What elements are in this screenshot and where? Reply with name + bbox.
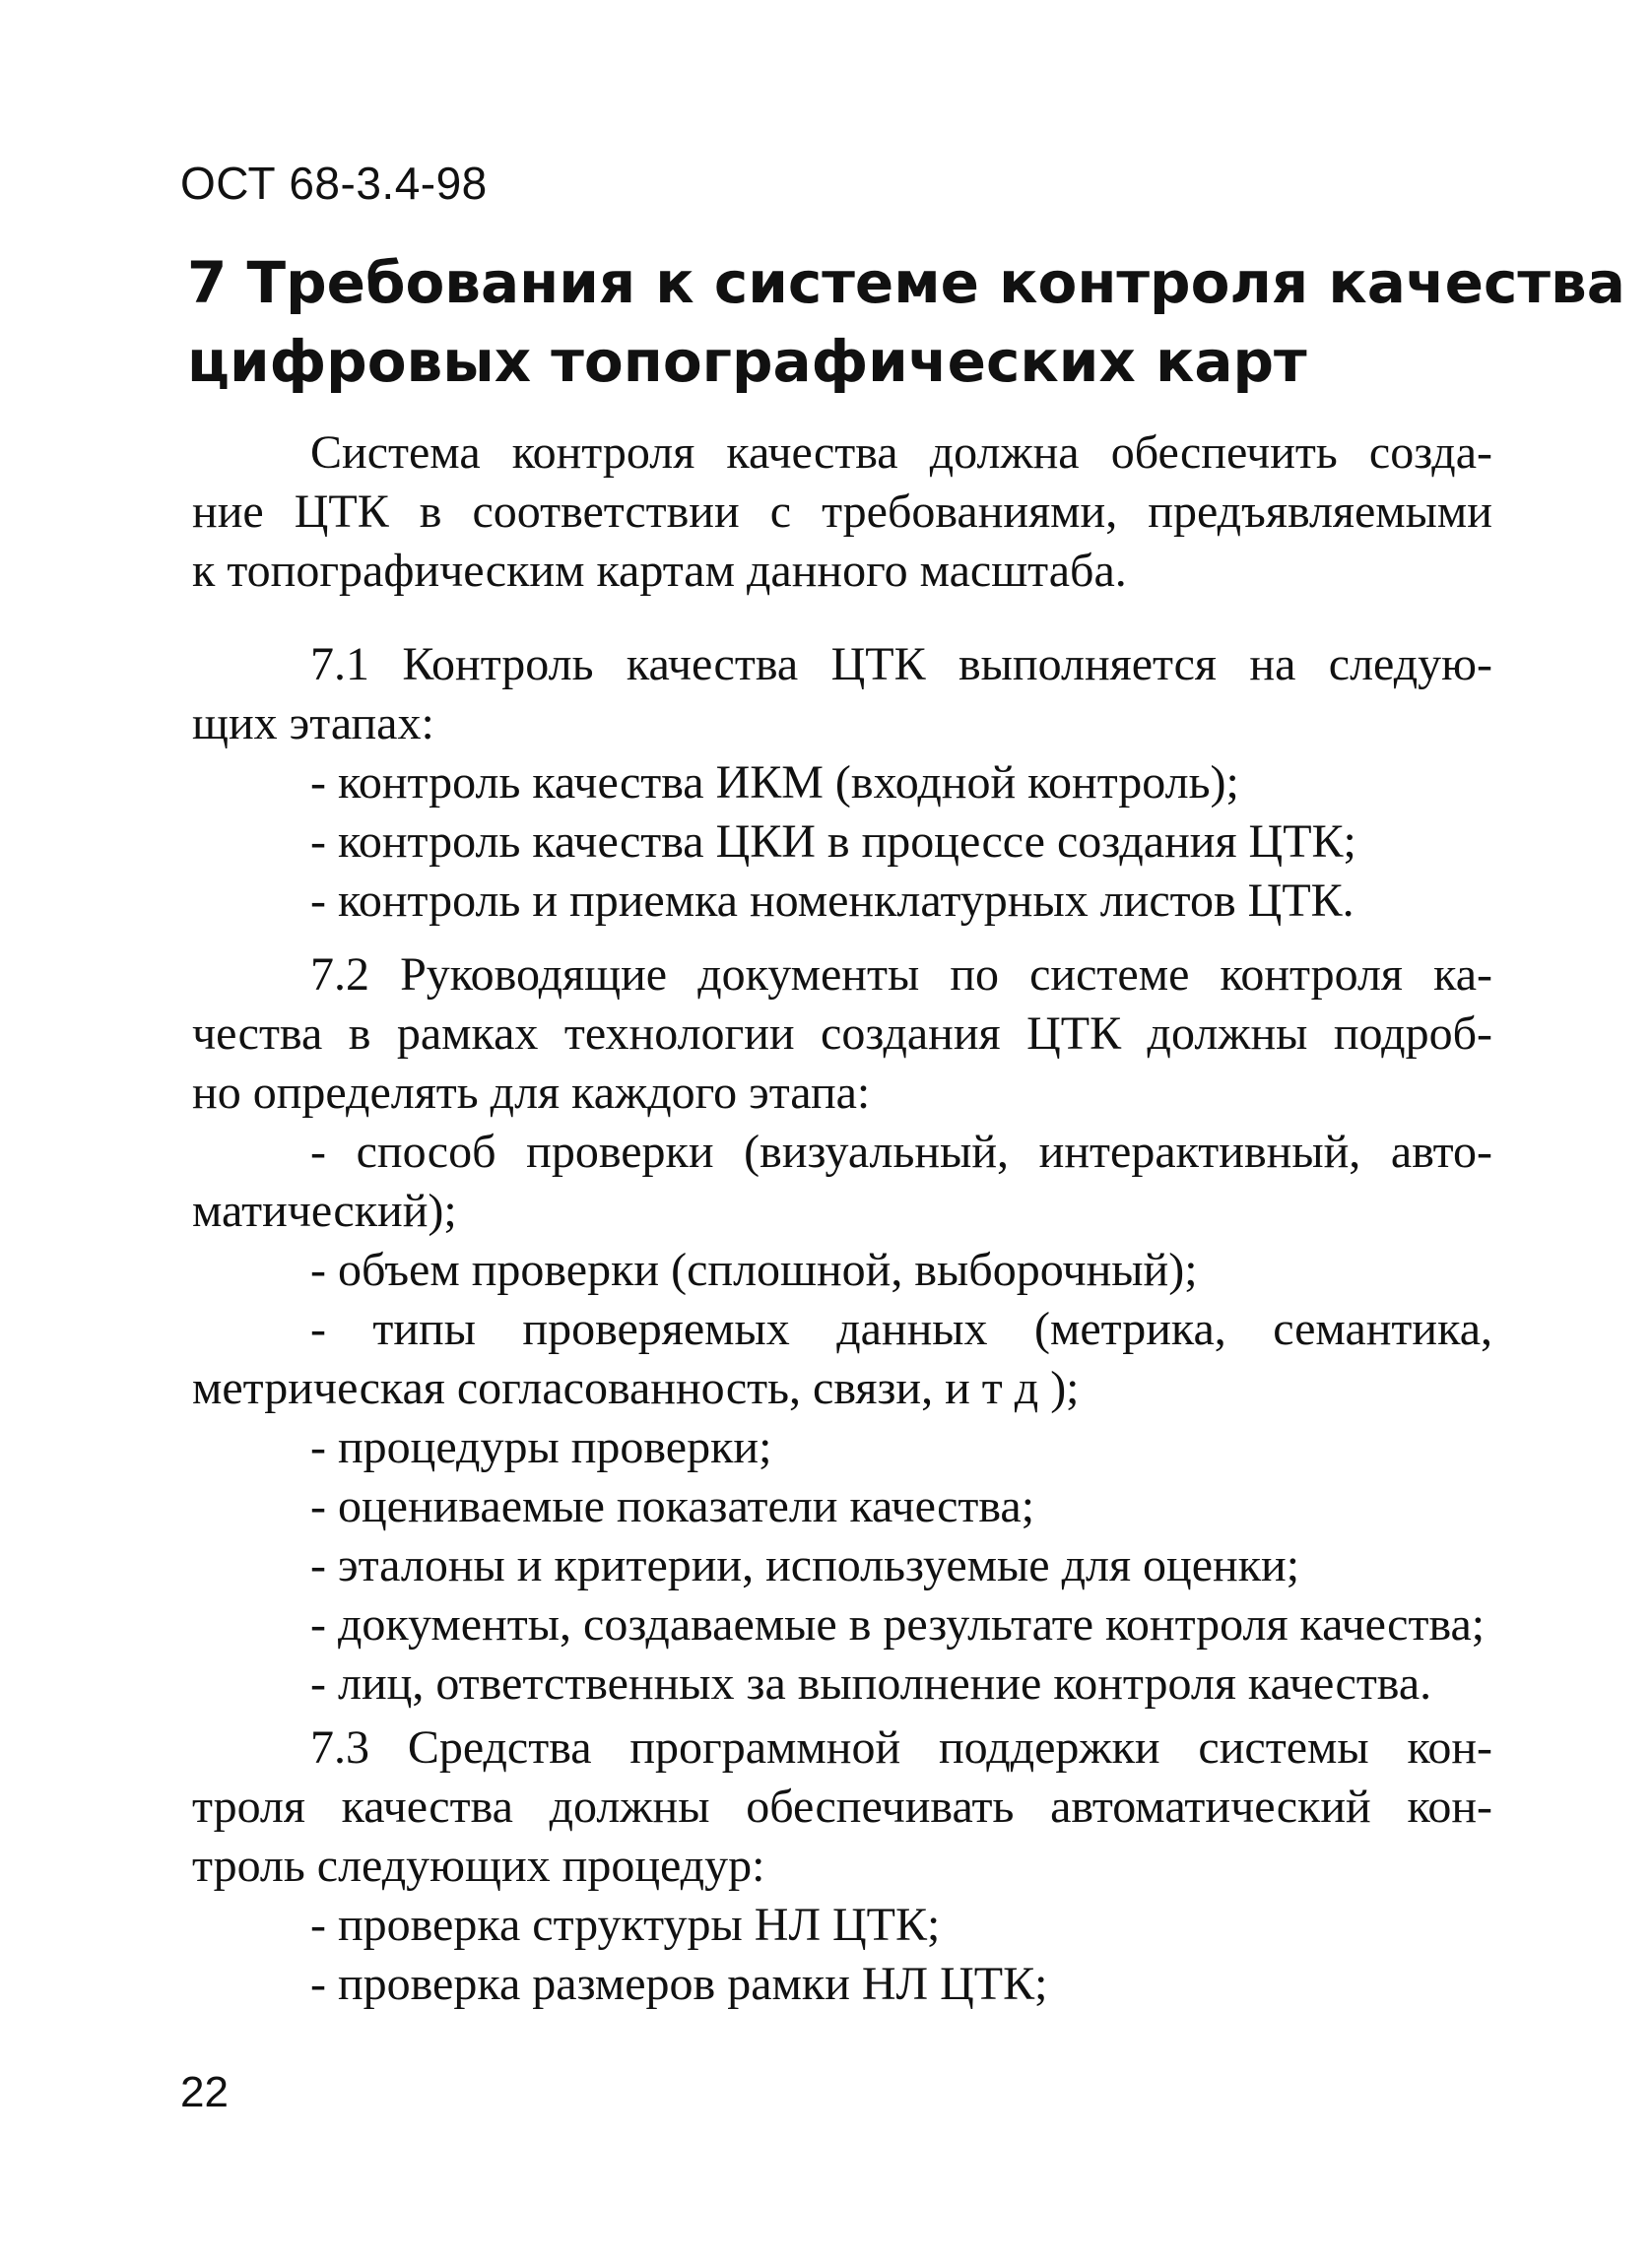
list-item: - проверка размеров рамки НЛ ЦТК; bbox=[310, 1958, 1048, 2010]
intro-line-3: к топографическим картам данного масштаба. bbox=[192, 545, 1127, 597]
p72-line-1: 7.2 Руководящие документы по системе контроля ка- bbox=[310, 948, 1492, 1001]
intro-line-1: Система контроля качества должна обеспечить созда- bbox=[310, 426, 1492, 479]
p73-line-1: 7.3 Средства программной поддержки системы кон- bbox=[310, 1721, 1492, 1774]
section-heading-line-2: цифровых топографических карт bbox=[187, 328, 1307, 395]
paragraph-7-2 bbox=[192, 945, 1492, 1714]
document-code: ОСТ 68-3.4-98 bbox=[180, 158, 488, 209]
p71-line-1: 7.1 Контроль качества ЦТК выполняется на следую- bbox=[310, 638, 1492, 690]
list-item: - эталоны и критерии, используемые для оценки; bbox=[310, 1539, 1300, 1591]
list-item: - типы проверяемых данных (метрика, семантика, bbox=[310, 1303, 1492, 1355]
p71-line-2: щих этапах: bbox=[192, 697, 434, 749]
list-item: - документы, создаваемые в результате контроля качества; bbox=[310, 1598, 1486, 1651]
list-item: - контроль и приемка номенклатурных листов ЦТК. bbox=[310, 875, 1355, 927]
paragraph-7-3 bbox=[192, 1718, 1492, 2014]
paragraph-7-1 bbox=[192, 635, 1492, 931]
list-item: - контроль качества ЦКИ в процессе создания ЦТК; bbox=[310, 815, 1356, 868]
section-heading-line-1: 7 Требования к системе контроля качества bbox=[187, 249, 1625, 316]
list-item-continuation: метрическая согласованность, связи, и т д ); bbox=[192, 1362, 1080, 1414]
list-item: - проверка структуры НЛ ЦТК; bbox=[310, 1899, 941, 1951]
list-item: - объем проверки (сплошной, выборочный); bbox=[310, 1244, 1198, 1296]
list-item: - процедуры проверки; bbox=[310, 1421, 772, 1473]
p73-line-2: троля качества должны обеспечивать автоматический кон- bbox=[192, 1781, 1492, 1833]
list-item: - лиц, ответственных за выполнение контроля качества. bbox=[310, 1657, 1432, 1710]
p73-line-3: троль следующих процедур: bbox=[192, 1840, 765, 1892]
intro-line-2: ние ЦТК в соответствии с требованиями, предъявляемыми bbox=[192, 486, 1492, 538]
section-heading bbox=[187, 243, 1625, 401]
page-number: 22 bbox=[180, 2068, 229, 2116]
p72-line-2: чества в рамках технологии создания ЦТК должны подроб- bbox=[192, 1007, 1492, 1060]
p72-line-3: но определять для каждого этапа: bbox=[192, 1067, 871, 1119]
list-item-continuation: матический); bbox=[192, 1185, 457, 1237]
list-item: - способ проверки (визуальный, интерактивный, авто- bbox=[310, 1126, 1492, 1178]
intro-paragraph bbox=[192, 423, 1492, 601]
list-item: - оцениваемые показатели качества; bbox=[310, 1480, 1035, 1532]
list-item: - контроль качества ИКМ (входной контроль); bbox=[310, 756, 1239, 809]
